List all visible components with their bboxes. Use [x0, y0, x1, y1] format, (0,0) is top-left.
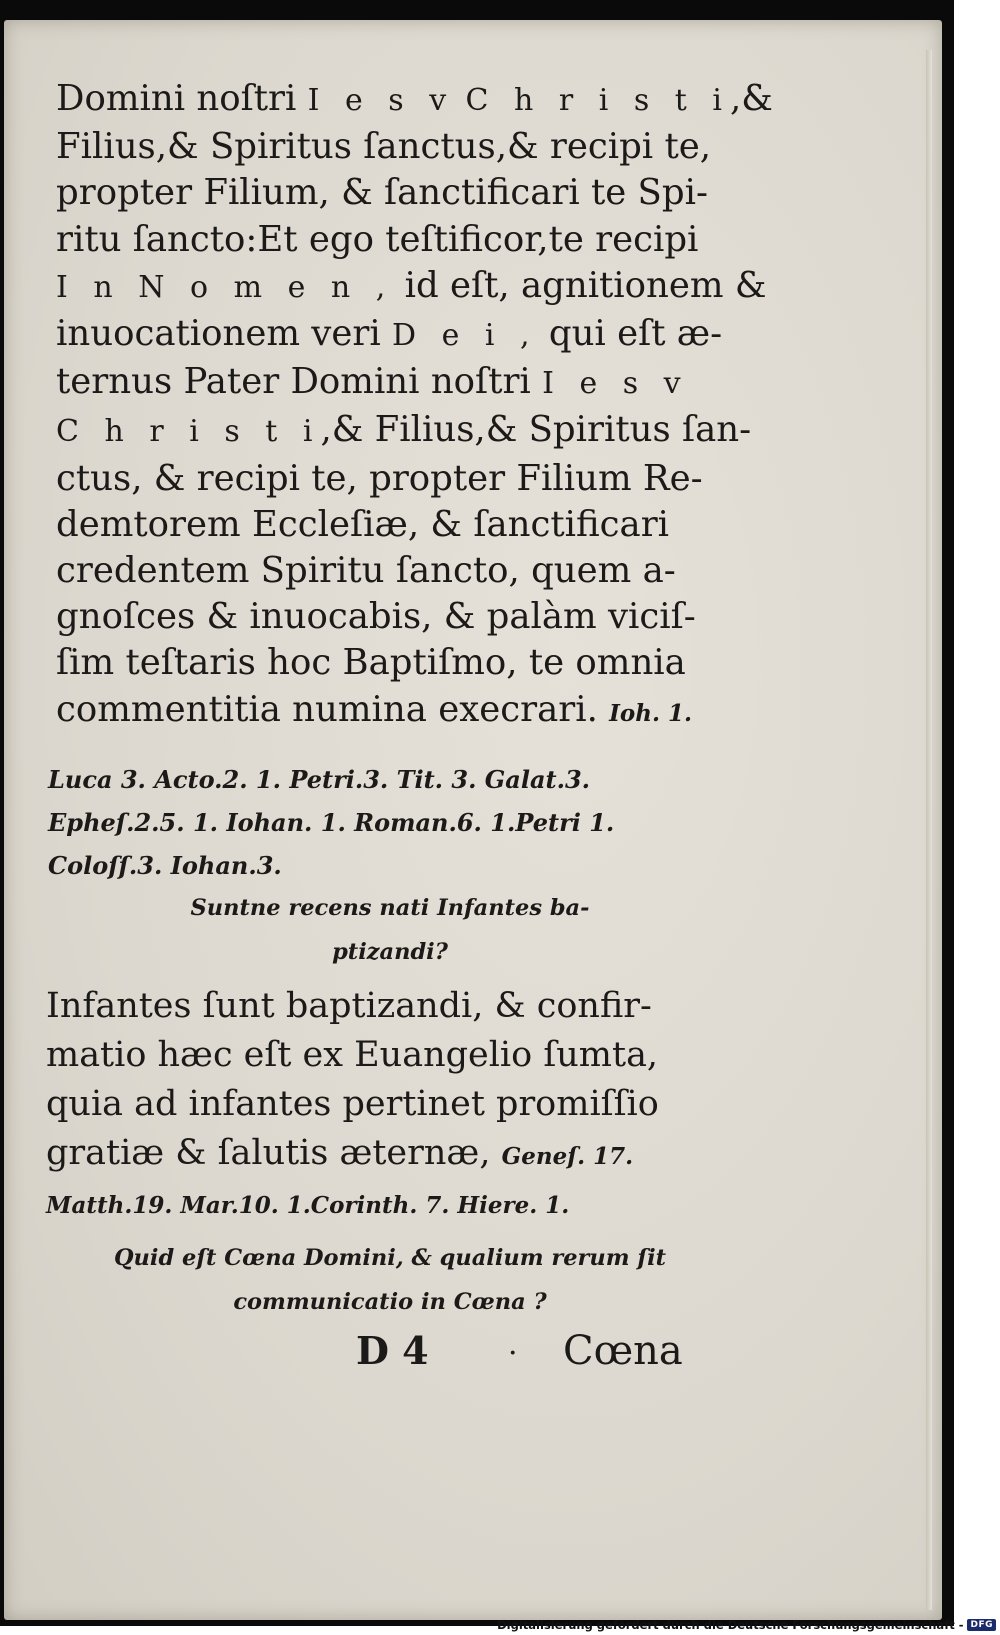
text-line: Infantes ſunt baptizandi, & confir- — [46, 986, 652, 1026]
question-line: communicatio in Cœna ? — [233, 1289, 547, 1315]
text-line: credentem Spiritu ſancto, quem a- — [56, 550, 676, 592]
footer-credit — [497, 1618, 996, 1632]
paragraph-2 — [46, 982, 706, 1230]
small-caps: C h r i s t i — [56, 414, 321, 450]
text-line: Filius,& Spiritus ſanctus,& recipi te, — [56, 126, 711, 168]
text-line: quia ad infantes pertinet promiſſio — [46, 1084, 659, 1124]
text-line: gnoſces & inuocabis, & palàm viciſ- — [56, 596, 696, 638]
text-line: I n N o m e n , id eſt, agnitionem & — [56, 264, 767, 306]
text-line: C h r i s t i,& Filius,& Spiritus ſan- — [56, 409, 752, 451]
citation-line: Matth.19. Mar.10. 1.Corinth. 7. Hiere. 1. — [46, 1192, 570, 1219]
small-caps: I e s v — [542, 366, 689, 402]
text-line: Domini noſtri I e s v C h r i s t i — [56, 78, 730, 119]
text-line: propter Filium, & ſanctificari te Spi- — [56, 172, 708, 214]
citation: Geneſ. 17. — [501, 1143, 634, 1170]
catchword: Cœna — [563, 1328, 683, 1374]
text-line: ctus, & recipi te, propter Filium Re- — [56, 457, 703, 499]
text-line: commentitia numina execrari. Ioh. 1. — [56, 688, 693, 730]
citation-line: Luca 3. Acto.2. 1. Petri.3. Tit. 3. Galat.3. — [48, 765, 591, 794]
small-caps: C h r i s t i — [465, 83, 730, 118]
small-caps: D e i , — [392, 318, 538, 354]
citation-line: Coloſſ.3. Iohan.3. — [48, 851, 282, 880]
citation-line: Epheſ.2.5. 1. Iohan. 1. Roman.6. 1.Petri 1. — [48, 808, 615, 837]
citation: Ioh. 1. — [609, 699, 693, 727]
question-heading-1 — [90, 886, 690, 974]
text-line: ritu ſancto:Et ego teſtificor,te recipi — [56, 218, 699, 260]
text-line: matio hæc eſt ex Euangelio ſumta, — [46, 1035, 659, 1075]
text-line: demtorem Eccleſiæ, & ſanctificari — [56, 503, 670, 545]
question-heading-2 — [90, 1236, 690, 1324]
question-line: Suntne recens nati Infantes ba- — [190, 895, 590, 921]
signature-mark: D 4 — [356, 1328, 429, 1373]
small-caps: I e s v — [307, 83, 455, 118]
dfg-logo-icon: DFG — [967, 1619, 996, 1631]
text-line: ſim teſtaris hoc Baptiſmo, te omnia — [56, 642, 686, 684]
citations-1 — [48, 758, 708, 887]
dot-mark: · — [508, 1336, 518, 1371]
page-edge — [926, 50, 932, 1610]
text-line: inuocationem veri D e i , qui eſt æ- — [56, 313, 723, 355]
question-line: Quid eſt Cœna Domini, & qualium rerum ſit — [113, 1245, 667, 1271]
paragraph-1 — [56, 76, 767, 737]
small-caps: I n N o m e n , — [56, 269, 394, 305]
footer-text: Digitalisierung gefördert durch die Deutsche Forschungsgemeinschaft - — [497, 1618, 964, 1632]
question-line: ptizandi? — [332, 939, 448, 965]
text-line: ternus Pater Domini noſtri I e s v — [56, 361, 689, 403]
text-line: gratiæ & ſalutis æternæ, Geneſ. 17. — [46, 1133, 634, 1173]
